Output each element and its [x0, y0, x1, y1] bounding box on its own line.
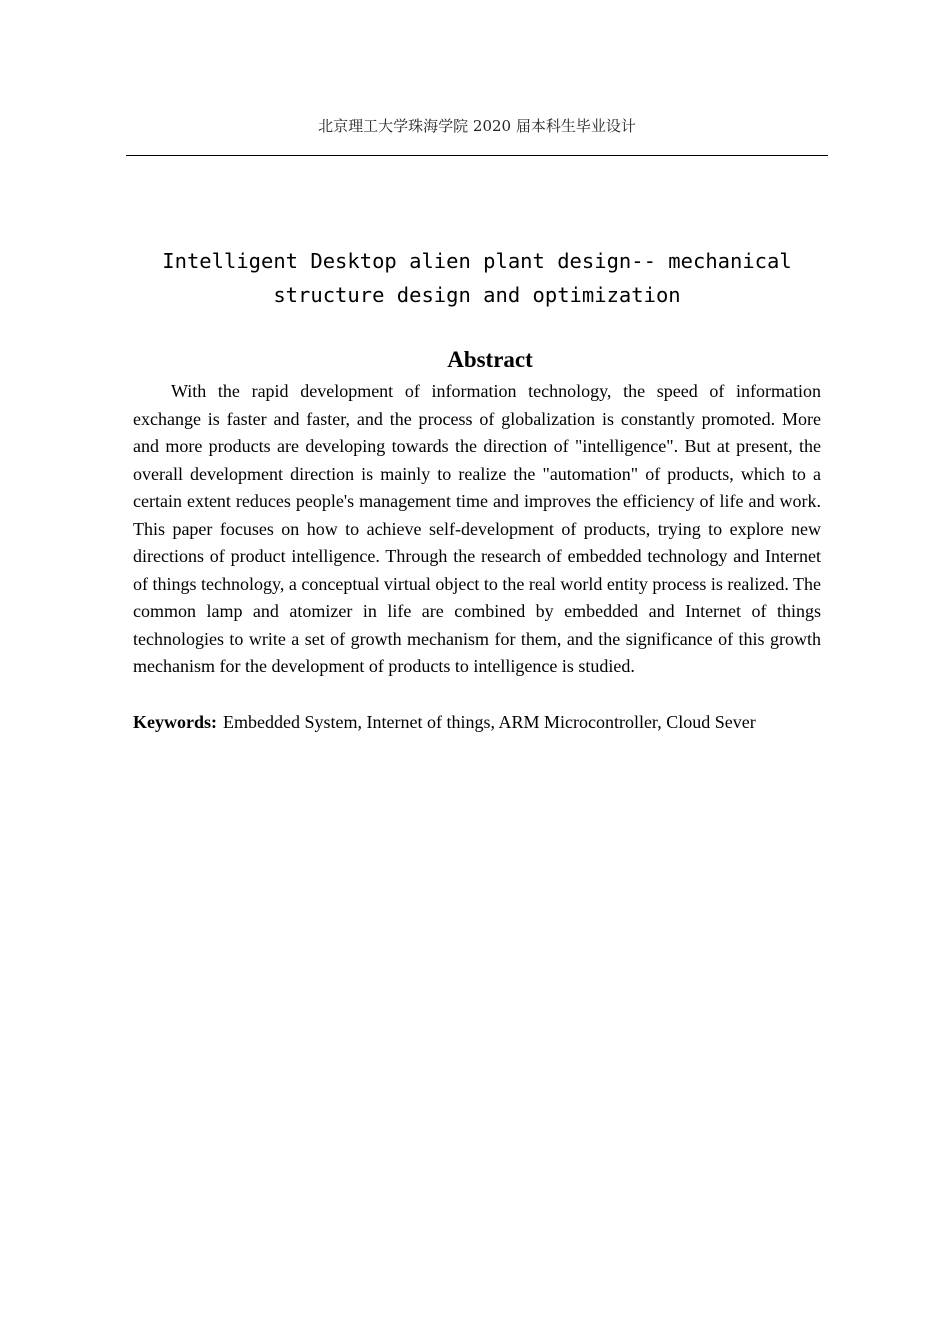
keywords-line — [133, 709, 833, 737]
keywords-value: Embedded System, Internet of things, ARM Microcontroller, Cloud Sever — [223, 712, 756, 732]
paper-title-line-2: structure design and optimization — [273, 283, 681, 307]
abstract-heading: Abstract — [447, 347, 533, 372]
header-divider — [126, 155, 828, 156]
page-header: 北京理工大学珠海学院 2020 届本科生毕业设计 — [318, 117, 636, 135]
paper-title-line-1: Intelligent Desktop alien plant design-- mechanical — [162, 249, 792, 273]
keywords-label: Keywords: — [133, 712, 217, 732]
paper-title — [126, 244, 828, 312]
abstract-body: With the rapid development of information technology, the speed of information exchange is faster and faster, and the process of globalization is constantly promoted. More and more products are developing towards the direction of "intelligence". But at present, the overall development direction is mainly to realize the "automation" of products, which to a certain extent reduces people's management time and improves the efficiency of life and work. This paper focuses on how to achieve self-development of products, trying to explore new directions of product intelligence. Through the research of embedded technology and Internet of things technology, a conceptual virtual object to the real world entity process is realized. The common lamp and atomizer in life are combined by embedded and Internet of things technologies to write a set of growth mechanism for them, and the significance of this growth mechanism for the development of products to intelligence is studied. — [133, 381, 821, 676]
